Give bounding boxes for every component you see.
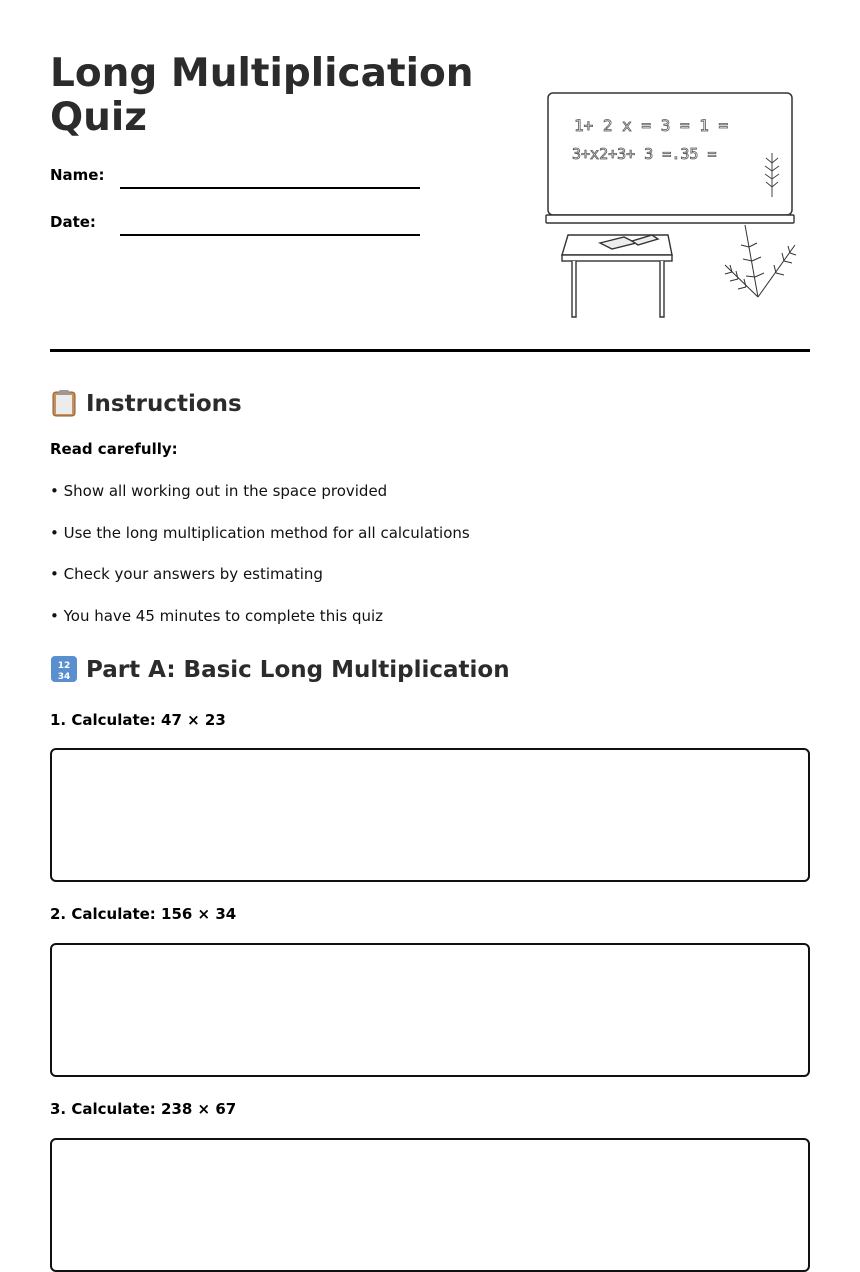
name-label: Name: bbox=[50, 166, 105, 184]
chalkboard-illustration bbox=[540, 85, 800, 325]
svg-text:34: 34 bbox=[57, 672, 71, 682]
board-equation-2: 3+x2+3+ 3 =.35 = bbox=[572, 145, 717, 163]
name-line[interactable] bbox=[120, 187, 420, 189]
clipboard-icon bbox=[50, 389, 78, 417]
date-label: Date: bbox=[50, 213, 96, 231]
answer-box[interactable] bbox=[50, 943, 810, 1077]
name-field[interactable] bbox=[50, 164, 420, 188]
answer-box[interactable] bbox=[50, 1138, 810, 1272]
instruction-item: • Show all working out in the space provided bbox=[50, 482, 388, 500]
answer-box[interactable] bbox=[50, 748, 810, 882]
numbers-keycap-icon bbox=[50, 655, 78, 683]
part-a-heading bbox=[50, 654, 510, 686]
date-line[interactable] bbox=[120, 234, 420, 236]
instruction-item: • You have 45 minutes to complete this quiz bbox=[50, 607, 384, 625]
instructions-lead: Read carefully: bbox=[50, 440, 178, 458]
chalk-ledge bbox=[546, 215, 794, 223]
header-divider bbox=[50, 349, 810, 352]
question-label: 1. Calculate: 47 × 23 bbox=[50, 711, 226, 729]
instruction-item: • Use the long multiplication method for all calculations bbox=[50, 524, 470, 542]
page-title: Long Multiplication Quiz bbox=[50, 51, 474, 140]
desk-icon bbox=[562, 235, 672, 317]
instructions-title: Instructions bbox=[86, 391, 242, 417]
question-label: 2. Calculate: 156 × 34 bbox=[50, 905, 237, 923]
quiz-page bbox=[50, 0, 810, 1118]
worksheet-header bbox=[50, 0, 810, 352]
svg-text:12: 12 bbox=[57, 661, 71, 671]
part-a-title: Part A: Basic Long Multiplication bbox=[86, 657, 510, 683]
fern-icon bbox=[725, 225, 796, 297]
instruction-item: • Check your answers by estimating bbox=[50, 565, 323, 583]
instructions-heading bbox=[50, 388, 242, 420]
question-label: 3. Calculate: 238 × 67 bbox=[50, 1100, 237, 1118]
date-field[interactable] bbox=[50, 211, 420, 235]
board-equation-1: 1+ 2 x = 3 = 1 = bbox=[574, 116, 729, 135]
